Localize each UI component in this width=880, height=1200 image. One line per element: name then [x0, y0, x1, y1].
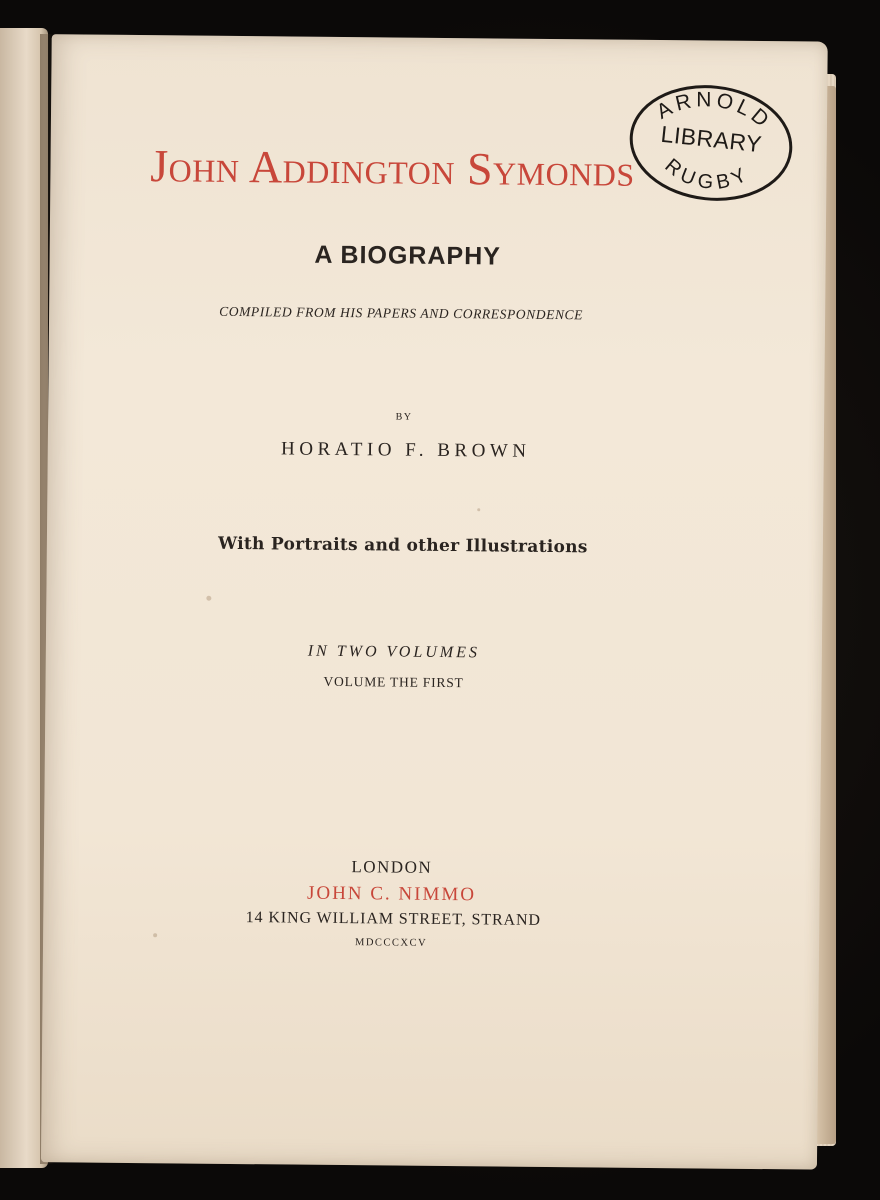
title-page — [41, 34, 828, 1169]
library-stamp — [620, 73, 802, 212]
imprint-year: MDCCCXCV — [354, 937, 428, 949]
compiled-line: COMPILED FROM HIS PAPERS AND CORRESPONDENCE — [219, 303, 584, 323]
imprint-publisher: JOHN C. NIMMO — [306, 882, 477, 906]
imprint-city: LONDON — [351, 857, 433, 877]
by-label: BY — [395, 411, 413, 423]
book-subtitle: A BIOGRAPHY — [314, 240, 502, 271]
paper-speck — [206, 596, 211, 601]
stamp-bottom-text: RUGBY — [660, 154, 755, 195]
imprint-address: 14 KING WILLIAM STREET, STRAND — [245, 909, 542, 929]
volume-label: VOLUME THE FIRST — [323, 673, 464, 691]
illustrations-line: With Portraits and other Illustrations — [217, 533, 588, 558]
paper-speck — [477, 508, 480, 511]
book-title: John Addington Symonds — [150, 140, 635, 196]
volumes-line: IN TWO VOLUMES — [307, 642, 481, 662]
paper-speck — [153, 933, 157, 937]
stamp-center-text: LIBRARY — [659, 120, 764, 158]
stamp-top-text: ARNOLD — [652, 88, 776, 134]
author-name: HORATIO F. BROWN — [281, 438, 531, 462]
